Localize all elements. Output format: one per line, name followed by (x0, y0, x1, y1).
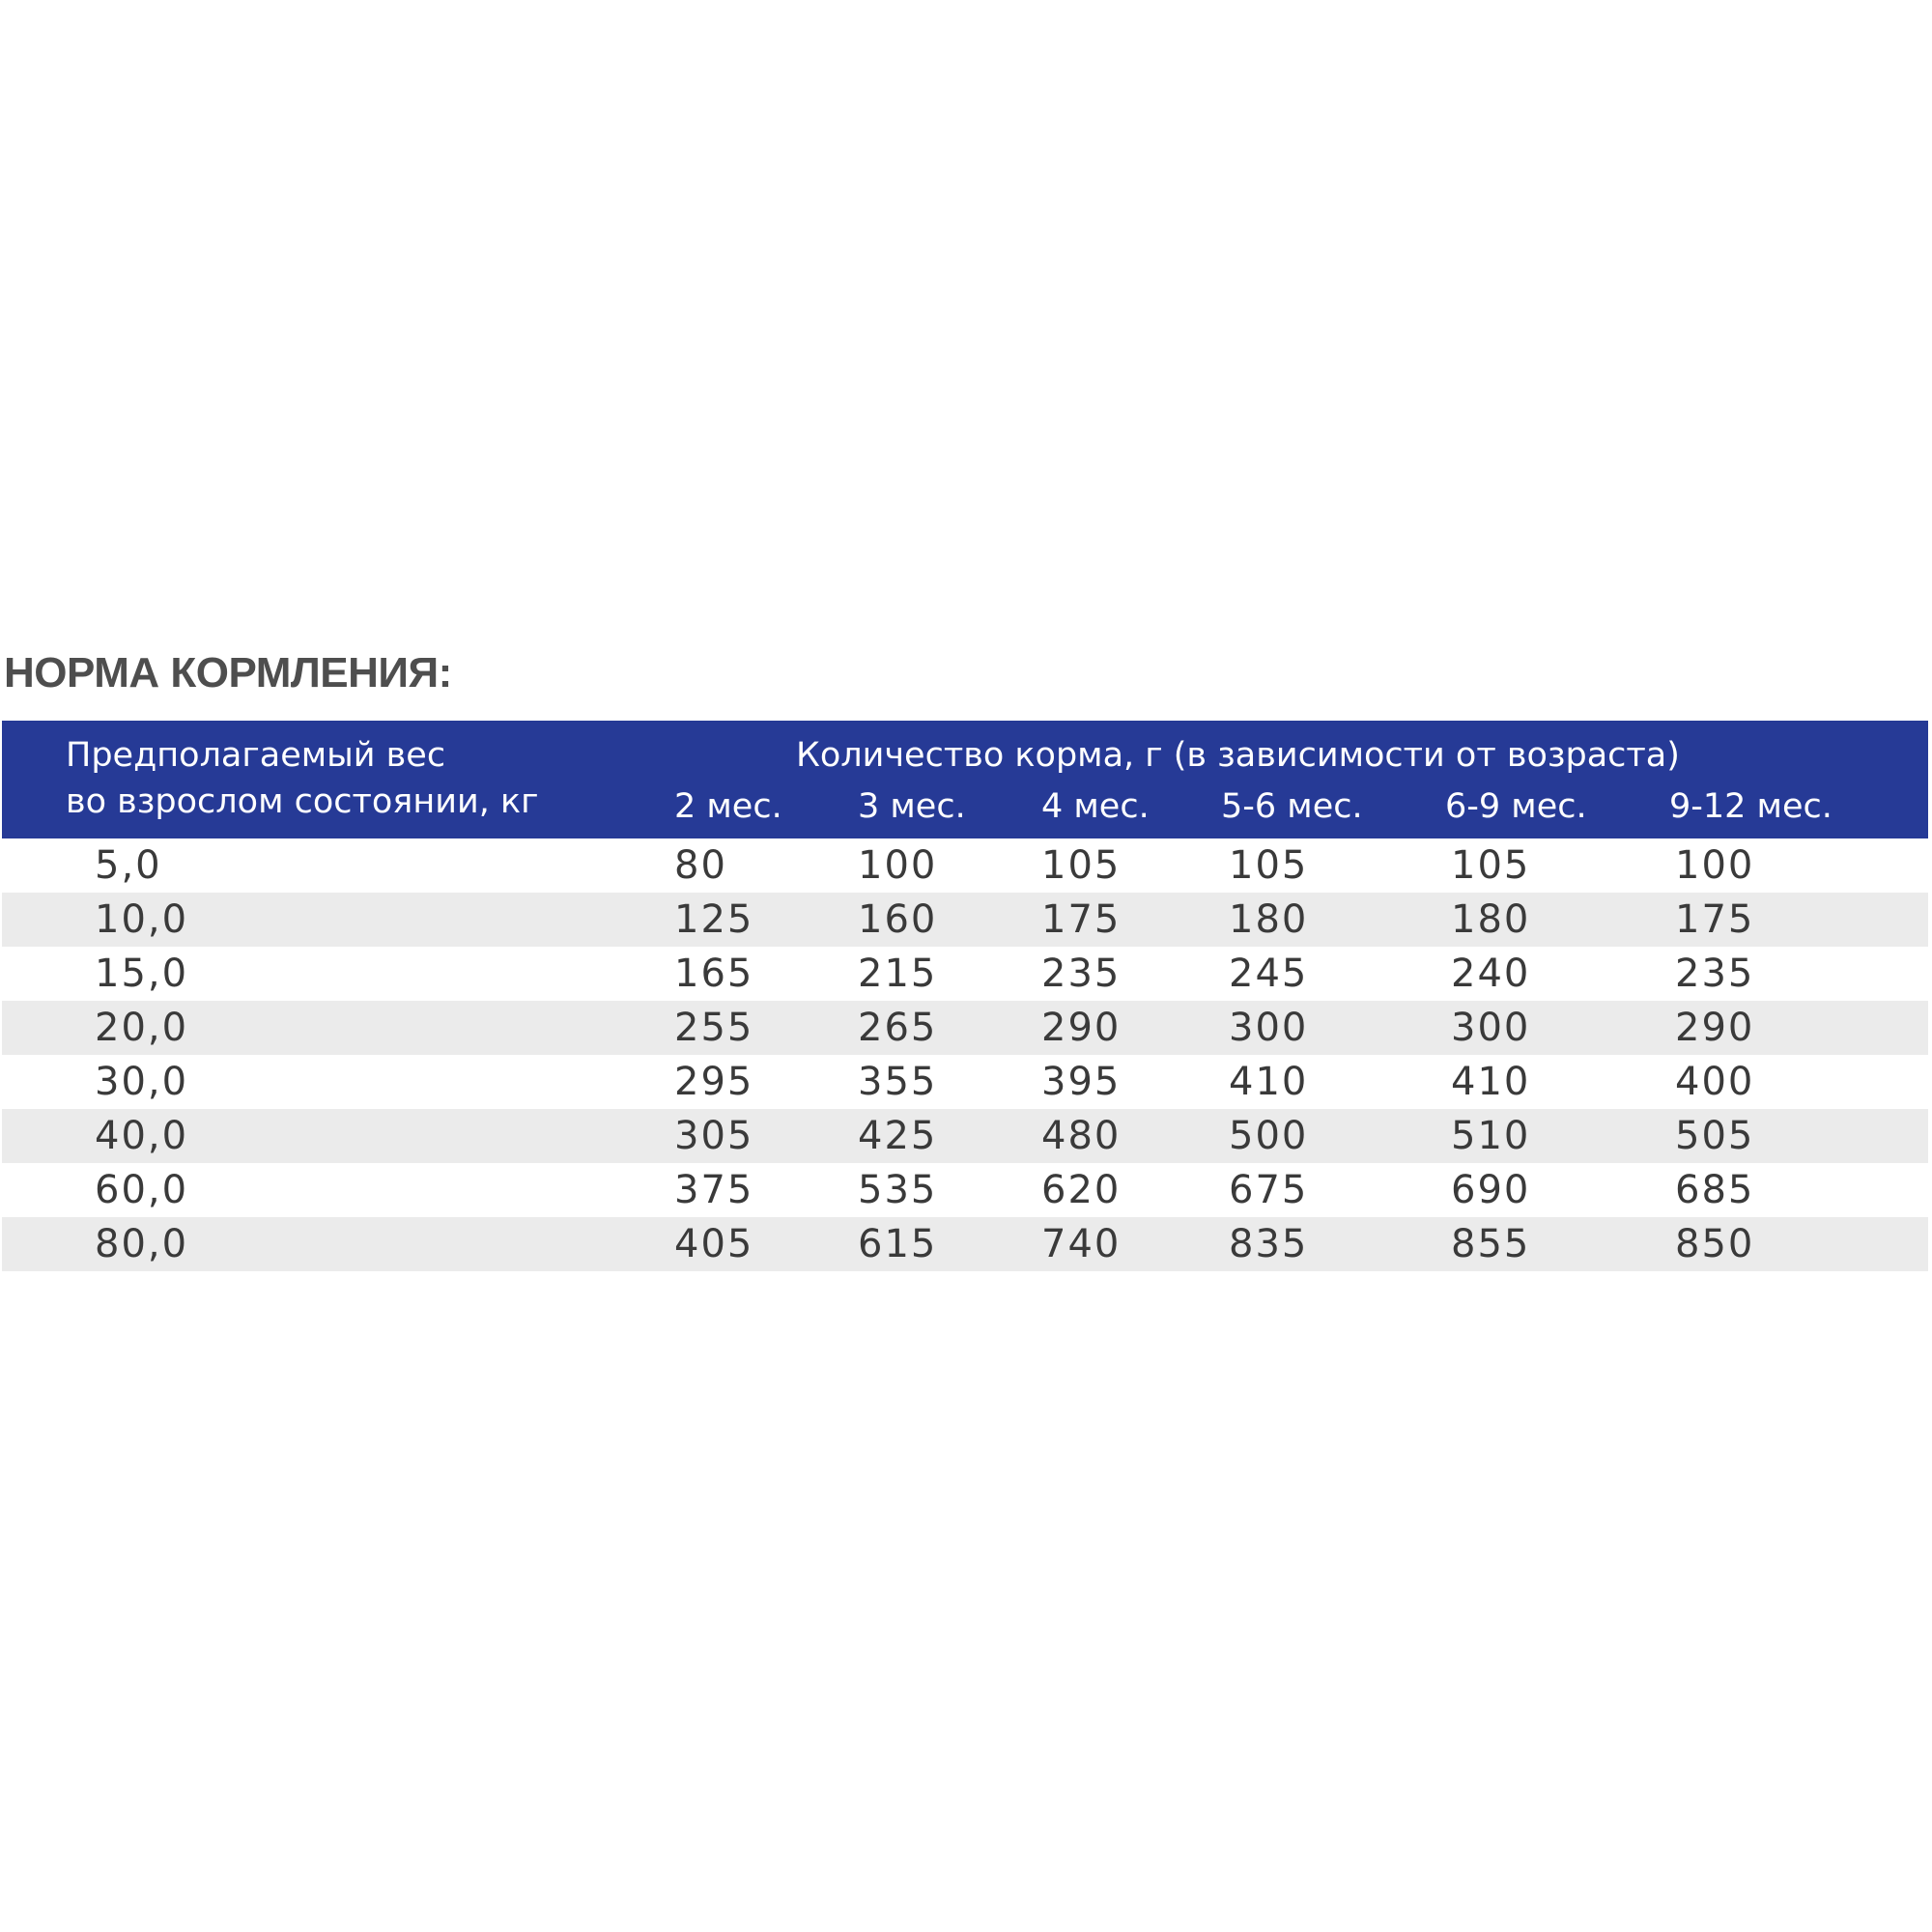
value-cell: 105 (1229, 843, 1309, 888)
table-row (2, 838, 1928, 893)
page-title: НОРМА КОРМЛЕНИЯ: (4, 649, 452, 696)
value-cell: 425 (858, 1114, 938, 1158)
weight-cell: 80,0 (95, 1222, 189, 1266)
value-cell: 105 (1451, 843, 1531, 888)
value-cell: 355 (858, 1060, 938, 1104)
value-cell: 535 (858, 1168, 938, 1212)
value-cell: 160 (858, 897, 938, 942)
value-cell: 265 (858, 1006, 938, 1050)
weight-cell: 60,0 (95, 1168, 189, 1212)
value-cell: 290 (1675, 1006, 1755, 1050)
age-header-2m: 2 мес. (674, 787, 782, 826)
weight-cell: 30,0 (95, 1060, 189, 1104)
value-cell: 405 (674, 1222, 754, 1266)
weight-cell: 15,0 (95, 952, 189, 996)
age-header-3m: 3 мес. (858, 787, 966, 826)
value-cell: 685 (1675, 1168, 1755, 1212)
feeding-table (2, 721, 1928, 1271)
value-cell: 410 (1451, 1060, 1531, 1104)
age-header-9-12m: 9-12 мес. (1669, 787, 1833, 826)
weight-cell: 10,0 (95, 897, 189, 942)
value-cell: 240 (1451, 952, 1531, 996)
value-cell: 255 (674, 1006, 754, 1050)
value-cell: 180 (1451, 897, 1531, 942)
value-cell: 690 (1451, 1168, 1531, 1212)
value-cell: 480 (1041, 1114, 1122, 1158)
value-cell: 125 (674, 897, 754, 942)
table-row (2, 1217, 1928, 1271)
age-header-6-9m: 6-9 мес. (1445, 787, 1587, 826)
table-row (2, 1001, 1928, 1055)
weight-column-header (66, 732, 539, 825)
value-cell: 80 (674, 843, 727, 888)
value-cell: 835 (1229, 1222, 1309, 1266)
value-cell: 505 (1675, 1114, 1755, 1158)
value-cell: 740 (1041, 1222, 1122, 1266)
weight-header-line2: во взрослом состоянии, кг (66, 782, 539, 821)
value-cell: 175 (1041, 897, 1122, 942)
table-row (2, 1055, 1928, 1109)
quantity-header: Количество корма, г (в зависимости от возраста) (796, 736, 1680, 775)
table-header (2, 721, 1928, 838)
value-cell: 395 (1041, 1060, 1122, 1104)
value-cell: 235 (1041, 952, 1122, 996)
value-cell: 620 (1041, 1168, 1122, 1212)
value-cell: 295 (674, 1060, 754, 1104)
value-cell: 175 (1675, 897, 1755, 942)
table-row (2, 1109, 1928, 1163)
value-cell: 400 (1675, 1060, 1755, 1104)
age-header-4m: 4 мес. (1041, 787, 1150, 826)
value-cell: 245 (1229, 952, 1309, 996)
value-cell: 235 (1675, 952, 1755, 996)
value-cell: 375 (674, 1168, 754, 1212)
value-cell: 300 (1229, 1006, 1309, 1050)
weight-cell: 40,0 (95, 1114, 189, 1158)
value-cell: 615 (858, 1222, 938, 1266)
table-row (2, 947, 1928, 1001)
value-cell: 500 (1229, 1114, 1309, 1158)
value-cell: 410 (1229, 1060, 1309, 1104)
value-cell: 850 (1675, 1222, 1755, 1266)
value-cell: 305 (674, 1114, 754, 1158)
weight-header-line1: Предполагаемый вес (66, 736, 446, 775)
age-header-5-6m: 5-6 мес. (1221, 787, 1363, 826)
weight-cell: 5,0 (95, 843, 162, 888)
value-cell: 100 (1675, 843, 1755, 888)
value-cell: 105 (1041, 843, 1122, 888)
value-cell: 510 (1451, 1114, 1531, 1158)
value-cell: 215 (858, 952, 938, 996)
value-cell: 290 (1041, 1006, 1122, 1050)
value-cell: 855 (1451, 1222, 1531, 1266)
table-row (2, 1163, 1928, 1217)
value-cell: 165 (674, 952, 754, 996)
table-row (2, 893, 1928, 947)
value-cell: 180 (1229, 897, 1309, 942)
value-cell: 675 (1229, 1168, 1309, 1212)
weight-cell: 20,0 (95, 1006, 189, 1050)
value-cell: 100 (858, 843, 938, 888)
value-cell: 300 (1451, 1006, 1531, 1050)
